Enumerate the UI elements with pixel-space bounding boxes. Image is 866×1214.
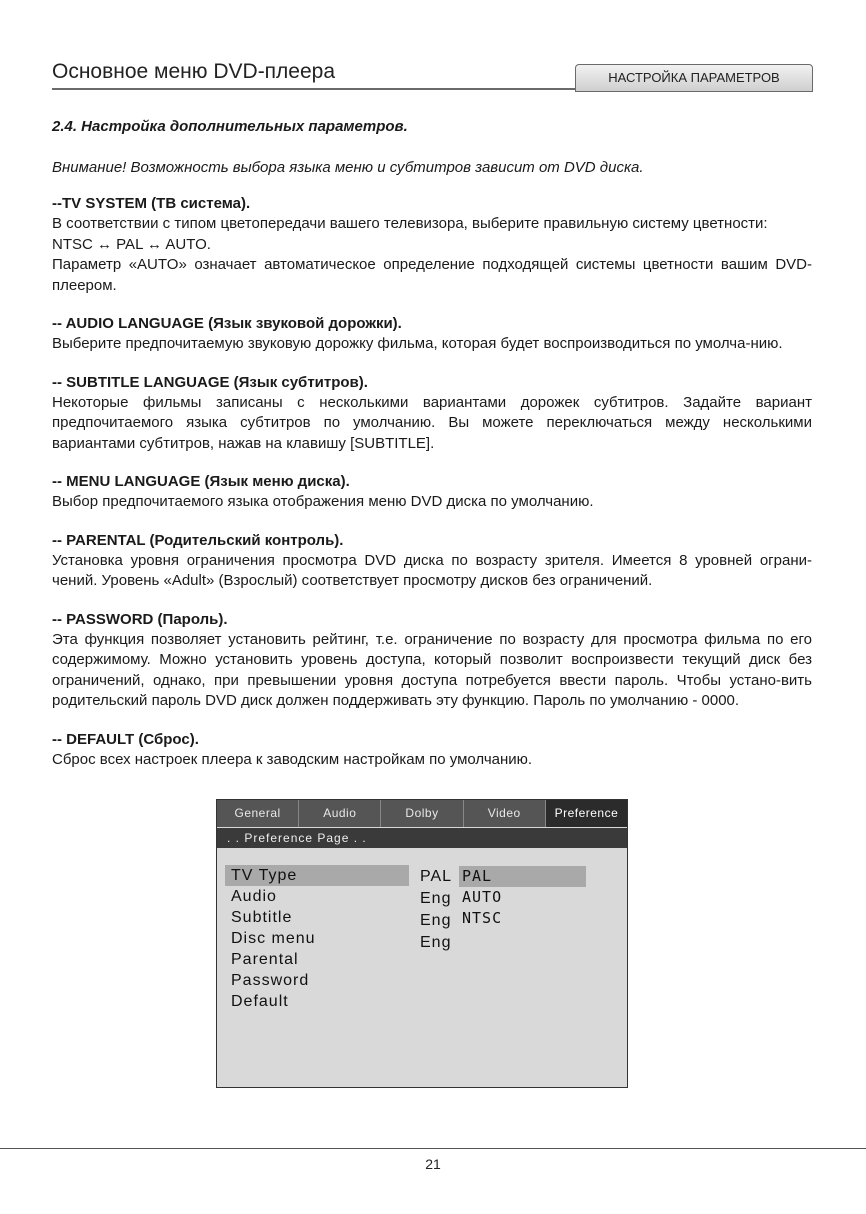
document-body — [52, 118, 812, 788]
osd-option-pal[interactable]: PAL — [459, 866, 586, 887]
osd-menu-list — [225, 865, 409, 1012]
osd-menu-item-audio[interactable]: Audio — [231, 888, 277, 905]
osd-menu-screenshot — [216, 799, 628, 1088]
osd-value-tv-type: PAL — [420, 868, 453, 885]
item-password — [52, 610, 812, 712]
item-subtitle-language — [52, 373, 812, 455]
item-text: NTSC ↔ PAL ↔ AUTO. — [52, 235, 211, 253]
section-tab-label: НАСТРОЙКА ПАРАМЕТРОВ — [575, 64, 813, 92]
item-text: Выберите предпочитаемую звуковую дорожку фильма, которая будет воспроизводиться по умолча-нию. — [52, 335, 783, 352]
page-number: 21 — [425, 1156, 441, 1172]
osd-tab-audio[interactable]: Audio — [299, 800, 381, 827]
osd-page-title: . . Preference Page . . — [217, 828, 627, 848]
item-default — [52, 730, 812, 771]
osd-menu-item-parental[interactable]: Parental — [231, 951, 299, 968]
item-text: Установка уровня ограничения просмотра DVD диска по возрасту зрителя. Имеется 8 уровней ограни-чений. Уровень «Adult» (Взрослый) соответствует просмотру дисков без ограничений. — [52, 551, 812, 589]
item-heading: -- PASSWORD (Пароль). — [52, 610, 228, 628]
page-header-title: Основное меню DVD-плеера — [52, 60, 336, 83]
item-text: Сброс всех настроек плеера к заводским настройкам по умолчанию. — [52, 750, 533, 768]
item-heading: -- SUBTITLE LANGUAGE (Язык субтитров). — [52, 373, 368, 391]
osd-tab-dolby[interactable]: Dolby — [381, 800, 463, 827]
osd-value-subtitle: Eng — [420, 912, 452, 929]
item-text: Параметр «AUTO» означает автоматическое определение подходящей системы цветности вашим DVD-плеером. — [52, 256, 812, 294]
item-menu-language — [52, 472, 812, 513]
item-heading: -- PARENTAL (Родительский контроль). — [52, 531, 344, 549]
item-text: В соответствии с типом цветопередачи вашего телевизора, выберите правильную систему цветности: — [52, 215, 768, 232]
osd-current-values — [420, 866, 452, 954]
osd-tab-video[interactable]: Video — [464, 800, 546, 827]
item-audio-language — [52, 314, 812, 355]
item-tv-system — [52, 194, 812, 296]
osd-menu-item-password[interactable]: Password — [231, 972, 310, 989]
item-heading: -- MENU LANGUAGE (Язык меню диска). — [52, 473, 350, 490]
osd-menu-item-default[interactable]: Default — [231, 993, 289, 1010]
osd-menu-item-tv-type[interactable]: TV Type — [225, 865, 409, 886]
item-parental — [52, 531, 812, 592]
header-divider — [52, 88, 577, 90]
item-heading: -- DEFAULT (Сброс). — [52, 730, 199, 748]
item-heading: --TV SYSTEM (ТВ система). — [52, 195, 251, 212]
item-heading: -- AUDIO LANGUAGE (Язык звуковой дорожки). — [52, 315, 402, 332]
osd-option-ntsc[interactable]: NTSC — [462, 909, 503, 927]
osd-tab-bar — [217, 800, 627, 827]
osd-option-list — [459, 866, 586, 929]
item-text: Выбор предпочитаемого языка отображения меню DVD диска по умолчанию. — [52, 493, 594, 510]
osd-menu-item-subtitle[interactable]: Subtitle — [231, 909, 293, 926]
osd-menu-item-disc-menu[interactable]: Disc menu — [231, 930, 316, 947]
osd-option-auto[interactable]: AUTO — [462, 888, 503, 906]
osd-tab-general[interactable]: General — [217, 800, 299, 827]
osd-value-disc-menu: Eng — [420, 934, 452, 951]
item-text: Некоторые фильмы записаны с несколькими вариантами дорожек субтитров. Задайте вариант предпочитаемого языка субтитров по умолчанию. Вы можете переключаться между несколькими вариантами субтитров, нажав на клавишу [SUBTITLE]. — [52, 393, 812, 452]
item-text: Эта функция позволяет установить рейтинг, т.е. ограничение по возрасту для просмотра фильма по его содержимому. Можно установить уровень доступа, который позволит воспроизвести текущий диск без ограничений, однако, при превышении уровня доступа потребуется ввести пароль. Чтобы устано-вить родительский пароль DVD диск должен поддерживать эту функцию. Пароль по умолчанию - 0000. — [52, 630, 812, 709]
footer-divider — [0, 1148, 866, 1149]
section-title: 2.4. Настройка дополнительных параметров. — [52, 118, 408, 135]
attention-note: Внимание! Возможность выбора языка меню и субтитров зависит от DVD диска. — [52, 159, 644, 176]
osd-tab-preference[interactable]: Preference — [546, 800, 627, 827]
osd-value-audio: Eng — [420, 890, 452, 907]
